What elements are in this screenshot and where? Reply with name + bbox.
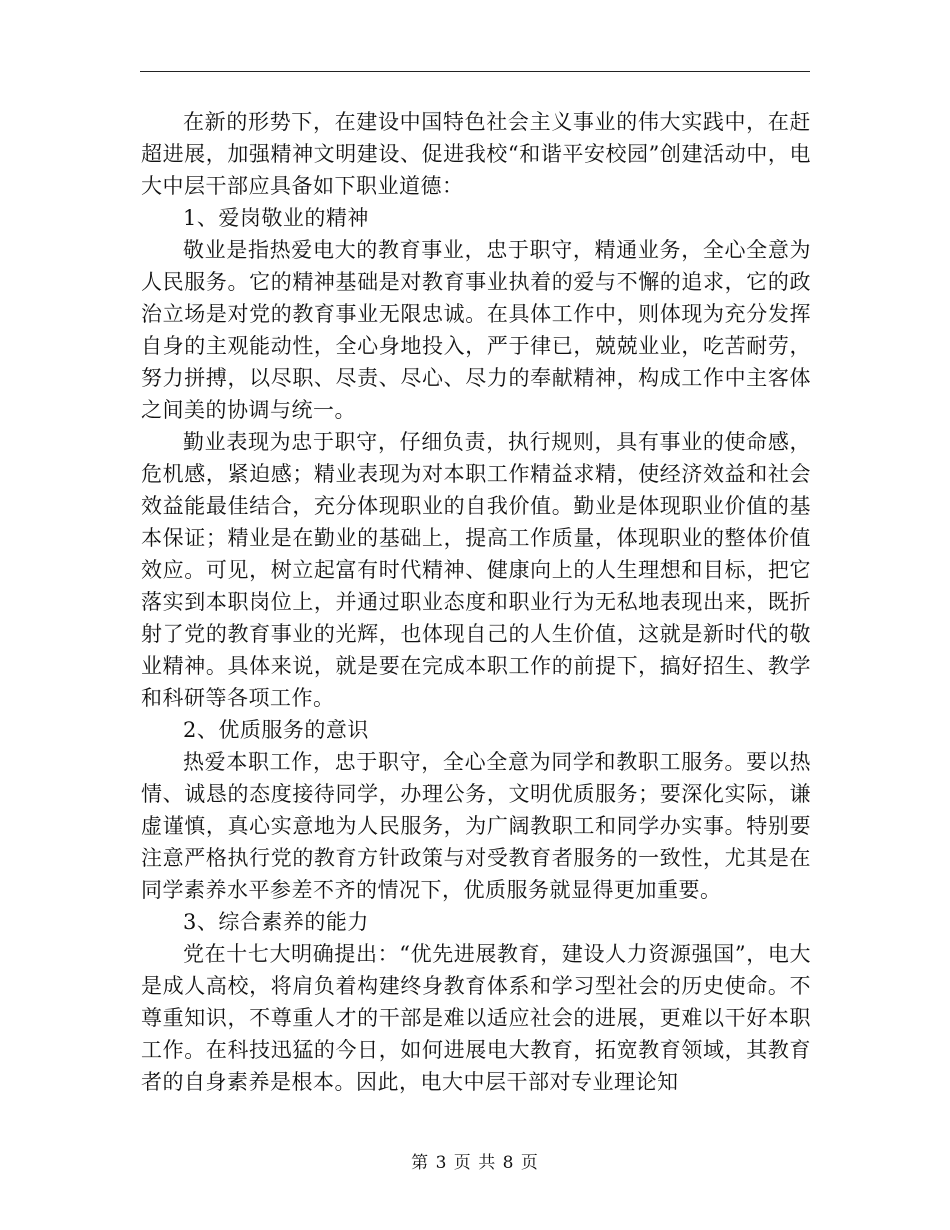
body-paragraph: 勤业表现为忠于职守，仔细负责，执行规则，具有事业的使命感，危机感，紧迫感；精业表现为对本职工作精益求精，使经济效益和社会效益能最佳结合，充分体现职业的自我价值。勤业是体现职业价值的基本保证；精业是在勤业的基础上，提高工作质量，体现职业的整体价值效应。可见，树立起富有时代精神、健康向上的人生理想和目标，把它落实到本职岗位上，并通过职业态度和职业行为无私地表现出来，既折射了党的教育事业的光辉，也体现自己的人生价值，这就是新时代的敬业精神。具体来说，就是要在完成本职工作的前提下，搞好招生、教学和科研等各项工作。 xyxy=(141,430,811,710)
section-heading-2: 2、优质服务的意识 xyxy=(183,718,369,742)
section-heading-3: 3、综合素养的能力 xyxy=(183,910,369,934)
page-number-footer: 第 3 页 共 8 页 xyxy=(411,1153,539,1173)
document-body xyxy=(141,106,811,1098)
section-heading-1: 1、爱岗敬业的精神 xyxy=(183,206,369,230)
body-paragraph: 党在十七大明确提出：“优先进展教育，建设人力资源强国”，电大是成人高校，将肩负着构建终身教育体系和学习型社会的历史使命。不尊重知识，不尊重人才的干部是难以适应社会的进展，更难以干好本职工作。在科技迅猛的今日，如何进展电大教育，拓宽教育领域，其教育者的自身素养是根本。因此，电大中层干部对专业理论知 xyxy=(141,942,811,1094)
intro-paragraph: 在新的形势下，在建设中国特色社会主义事业的伟大实践中，在赶超进展，加强精神文明建设、促进我校“和谐平安校园”创建活动中，电大中层干部应具备如下职业道德： xyxy=(141,110,811,198)
body-paragraph: 敬业是指热爱电大的教育事业，忠于职守，精通业务，全心全意为人民服务。它的精神基础是对教育事业执着的爱与不懈的追求，它的政治立场是对党的教育事业无限忠诚。在具体工作中，则体现为充分发挥自身的主观能动性，全心身地投入，严于律已，兢兢业业，吃苦耐劳，努力拼搏，以尽职、尽责、尽心、尽力的奉献精神，构成工作中主客体之间美的协调与统一。 xyxy=(141,238,811,422)
body-paragraph: 热爱本职工作，忠于职守，全心全意为同学和教职工服务。要以热情、诚恳的态度接待同学，办理公务，文明优质服务；要深化实际，谦虚谨慎，真心实意地为人民服务，为广阔教职工和同学办实事。特别要注意严格执行党的教育方针政策与对受教育者服务的一致性，尤其是在同学素养水平参差不齐的情况下，优质服务就显得更加重要。 xyxy=(141,750,811,902)
header-rule xyxy=(140,71,810,72)
